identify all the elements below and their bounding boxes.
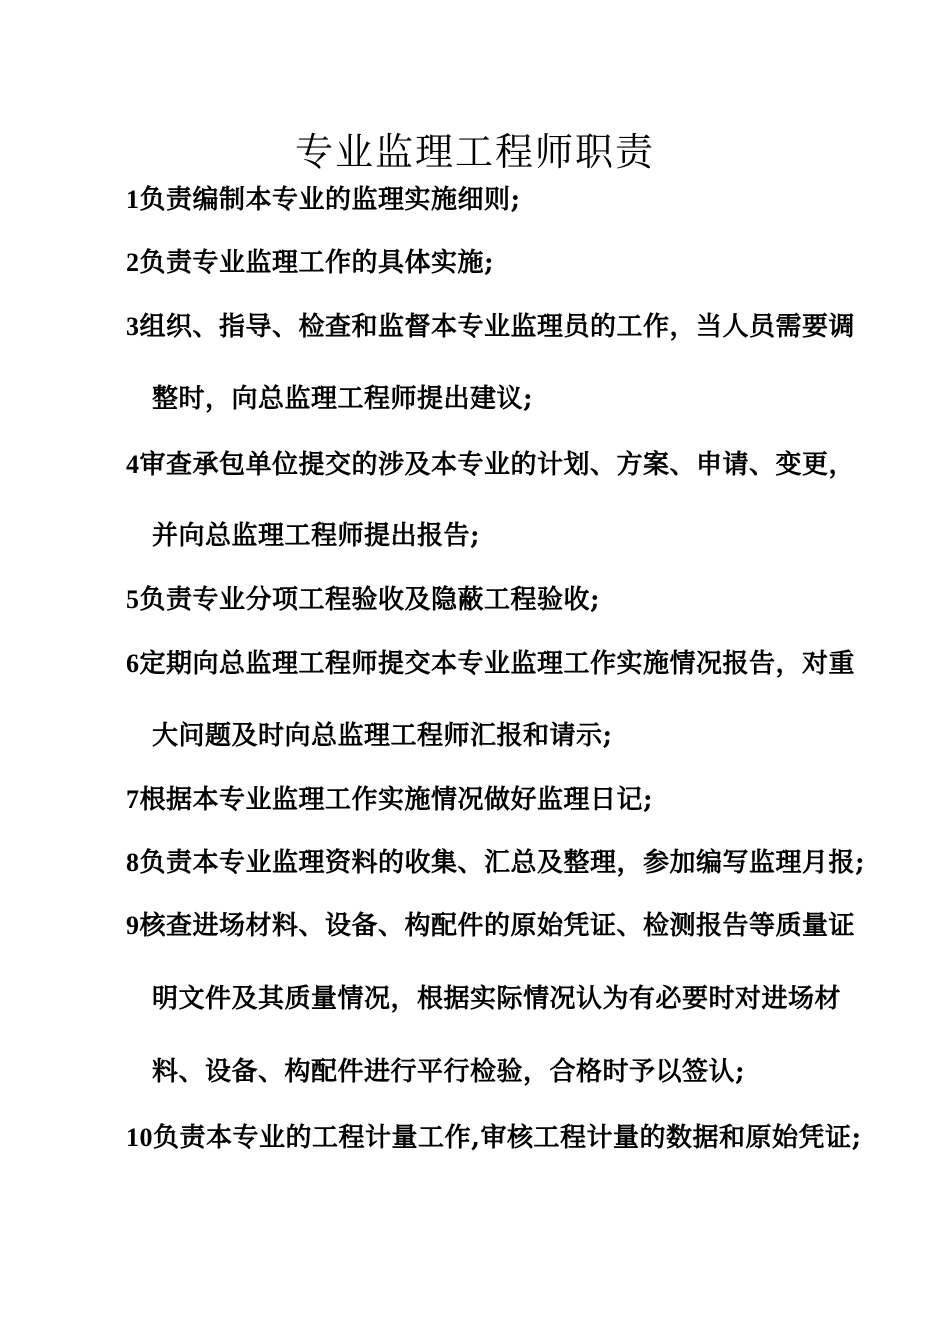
list-item-6 bbox=[126, 646, 855, 682]
list-item-9-continuation bbox=[152, 981, 841, 1017]
item-text: 组织、指导、检查和监督本专业监理员的工作，当人员需要调 bbox=[139, 312, 856, 342]
list-item-3 bbox=[126, 309, 855, 345]
list-item-8 bbox=[126, 845, 865, 881]
list-item-5 bbox=[126, 582, 600, 618]
list-item-4 bbox=[126, 447, 855, 483]
list-item-2 bbox=[126, 245, 494, 281]
item-text: 负责专业分项工程验收及隐蔽工程验收; bbox=[139, 585, 601, 615]
item-text: 负责本专业监理资料的收集、汇总及整理，参加编写监理月报; bbox=[139, 848, 866, 878]
item-text: 核查进场材料、设备、构配件的原始凭证、检测报告等质量证 bbox=[139, 911, 856, 941]
item-number: 4 bbox=[126, 450, 140, 479]
item-text: 大问题及时向总监理工程师汇报和请示; bbox=[152, 721, 613, 751]
item-text: 整时，向总监理工程师提出建议; bbox=[152, 384, 534, 414]
page-title: 专业监理工程师职责 bbox=[294, 130, 655, 174]
item-number: 3 bbox=[126, 312, 140, 341]
list-item-6-continuation bbox=[152, 718, 613, 754]
item-number: 2 bbox=[126, 248, 140, 277]
item-number: 5 bbox=[126, 585, 140, 614]
item-text: 审查承包单位提交的涉及本专业的计划、方案、申请、变更， bbox=[139, 450, 856, 480]
item-number: 10 bbox=[126, 1123, 153, 1152]
list-item-1 bbox=[126, 182, 521, 218]
item-number: 9 bbox=[126, 911, 140, 940]
list-item-4-continuation bbox=[152, 518, 480, 554]
list-item-3-continuation bbox=[152, 381, 533, 417]
item-text: 定期向总监理工程师提交本专业监理工作实施情况报告，对重 bbox=[139, 649, 856, 679]
item-text: 负责编制本专业的监理实施细则; bbox=[139, 185, 521, 215]
item-number: 1 bbox=[126, 185, 140, 214]
item-number: 6 bbox=[126, 649, 140, 678]
item-text: 根据本专业监理工作实施情况做好监理日记; bbox=[139, 785, 654, 815]
list-item-9-continuation bbox=[152, 1054, 745, 1090]
item-text: 负责专业监理工作的具体实施; bbox=[139, 248, 495, 278]
list-item-9 bbox=[126, 908, 855, 944]
list-item-7 bbox=[126, 782, 653, 818]
item-number: 7 bbox=[126, 785, 140, 814]
item-text: 负责本专业的工程计量工作,审核工程计量的数据和原始凭证; bbox=[153, 1123, 862, 1153]
item-text: 明文件及其质量情况，根据实际情况认为有必要时对进场材 bbox=[152, 984, 842, 1014]
list-item-10 bbox=[126, 1120, 862, 1156]
item-number: 8 bbox=[126, 848, 140, 877]
item-text: 并向总监理工程师提出报告; bbox=[152, 521, 481, 551]
item-text: 料、设备、构配件进行平行检验，合格时予以签认; bbox=[152, 1057, 746, 1087]
